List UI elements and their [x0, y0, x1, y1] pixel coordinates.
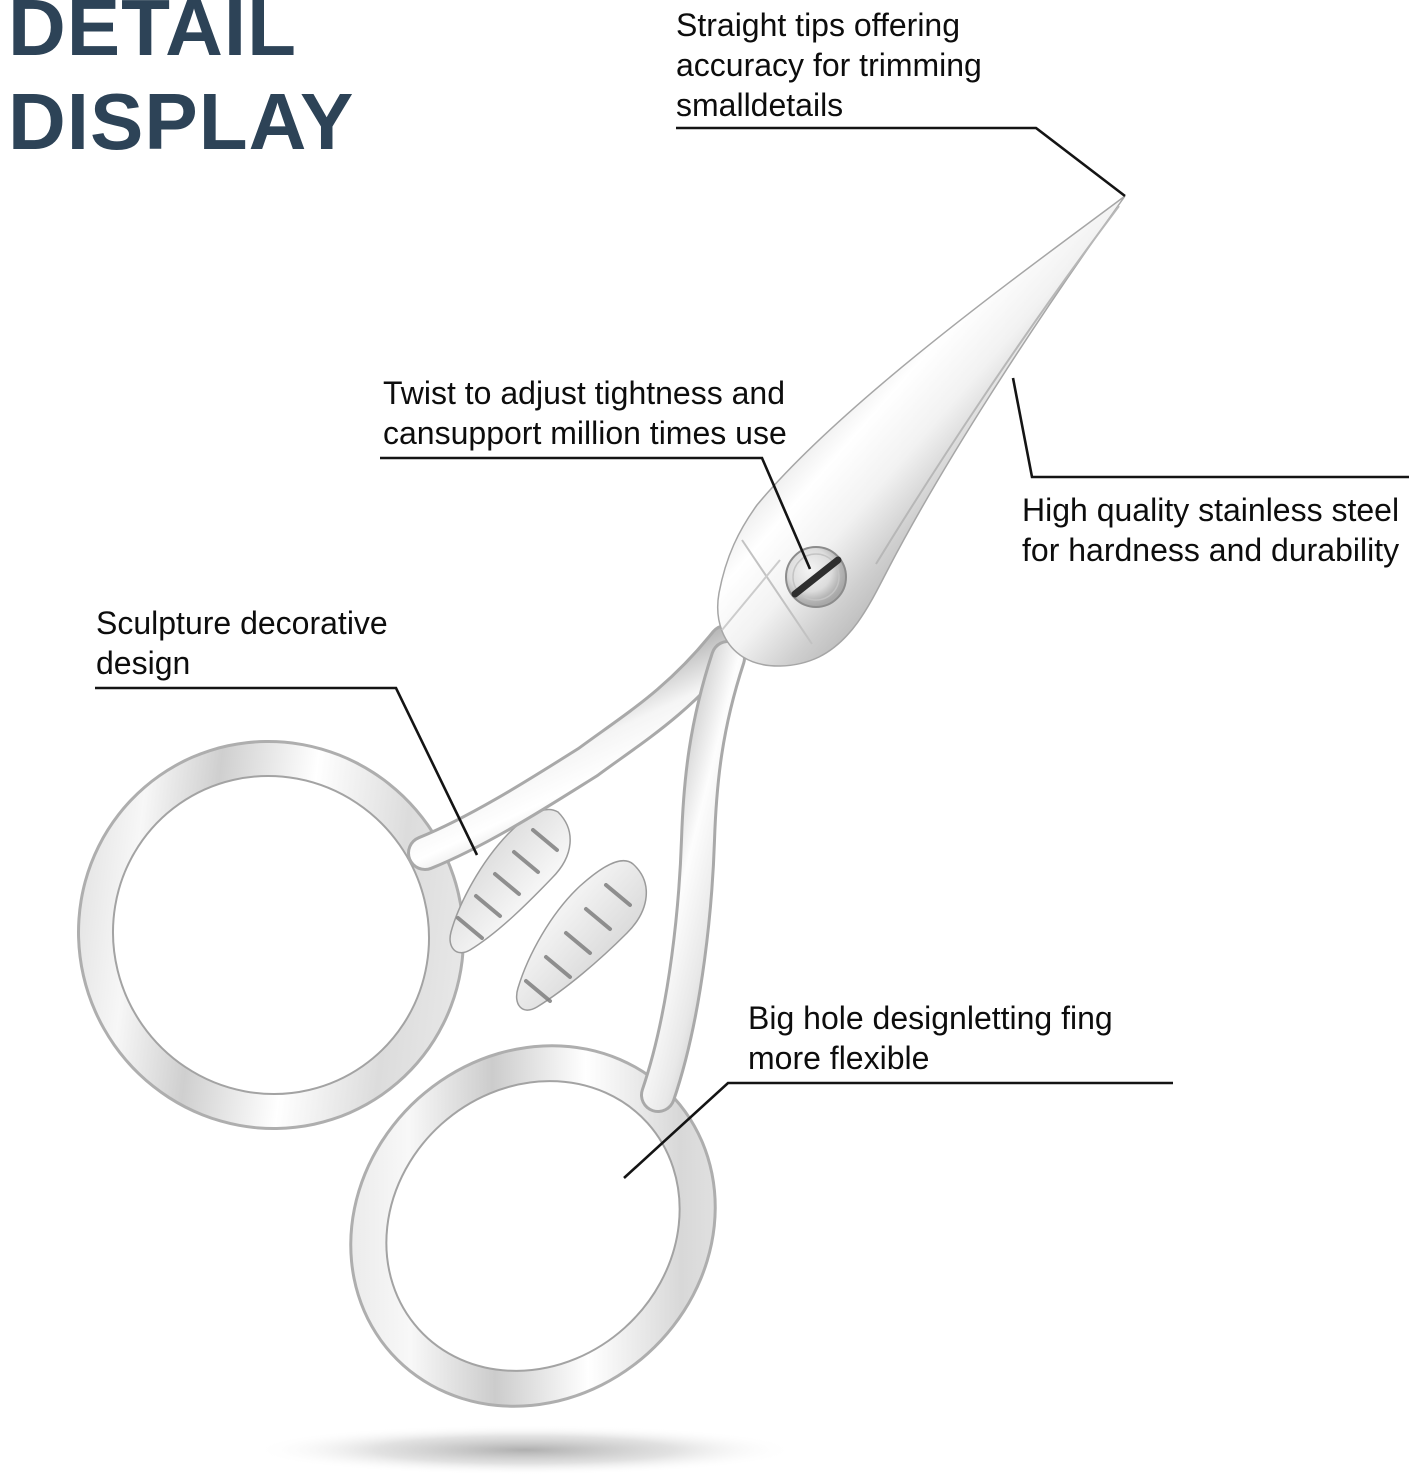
callout-line: Straight tips offering: [676, 7, 961, 43]
callout-twist-screw: [383, 373, 787, 453]
ground-shadow: [253, 1424, 797, 1474]
callout-stainless-steel: [1022, 490, 1399, 570]
callout-line: for hardness and durability: [1022, 532, 1400, 568]
callout-line: more flexible: [748, 1040, 930, 1076]
page-title-line-1: DETAIL: [8, 0, 297, 72]
page-title-line-2: DISPLAY: [8, 77, 355, 166]
callout-line: Twist to adjust tightness and: [383, 375, 785, 411]
callout-straight-tips: [676, 5, 982, 125]
callout-line: High quality stainless steel: [1022, 492, 1400, 528]
callout-big-hole: [748, 998, 1113, 1078]
callout-line: Sculpture decorative: [96, 605, 388, 641]
page-title: [8, 0, 354, 169]
callout-line: accuracy for trimming: [676, 47, 982, 83]
leader-line-straight-tips: [676, 128, 1125, 196]
callout-line: smalldetails: [676, 87, 844, 123]
callout-line: Big hole designletting fing: [748, 1000, 1113, 1036]
pivot-screw: [786, 547, 846, 607]
callout-line: cansupport million times use: [383, 415, 787, 451]
callout-sculpture-design: [96, 603, 388, 683]
leader-line-stainless-steel: [1013, 378, 1409, 477]
callout-line: design: [96, 645, 191, 681]
